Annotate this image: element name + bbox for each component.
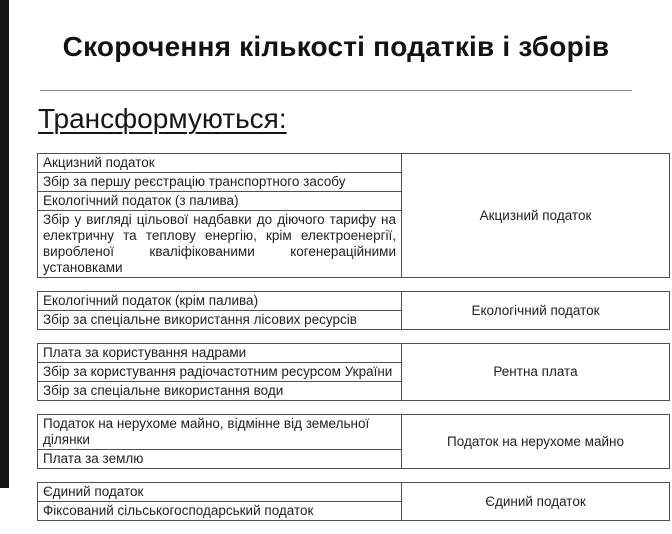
merged-tax-cell: Фіксований сільськогосподарський податок: [38, 502, 402, 521]
tables-region: [37, 153, 647, 534]
merged-tax-cell: Збір за першу реєстрацію транспортного засобу: [38, 173, 402, 192]
tax-table-1: [37, 153, 670, 278]
table-row: [38, 483, 670, 502]
table-row: [38, 344, 670, 363]
merged-tax-cell: Збір за користування радіочастотним ресурсом України: [38, 363, 402, 382]
merged-tax-cell: Акцизний податок: [38, 154, 402, 173]
merged-tax-cell: Плата за землю: [38, 450, 402, 469]
tax-table-4: [37, 414, 670, 469]
section-heading: Трансформуються:: [38, 103, 287, 134]
merged-tax-cell: Збір за спеціальне використання лісових ресурсів: [38, 311, 402, 330]
table-row: [38, 154, 670, 173]
result-tax-cell: Акцизний податок: [402, 154, 670, 278]
result-tax-cell: Екологічний податок: [402, 292, 670, 330]
tax-table-2: [37, 291, 670, 330]
merged-tax-cell: Єдиний податок: [38, 483, 402, 502]
merged-tax-cell: Екологічний податок (крім палива): [38, 292, 402, 311]
merged-tax-cell: Збір за спеціальне використання води: [38, 382, 402, 401]
result-tax-cell: Єдиний податок: [402, 483, 670, 521]
page-title: Скорочення кількості податків і зборів: [62, 31, 610, 62]
tax-table-3: [37, 343, 670, 401]
result-tax-cell: Рентна плата: [402, 344, 670, 401]
merged-tax-cell: Збір у вигляді цільової надбавки до діючого тарифу на електричну та теплову енергію, крім електроенергії, виробленої кваліфікованими когенераційними установками: [38, 211, 402, 278]
left-edge-bar: [0, 0, 9, 488]
result-tax-cell: Податок на нерухоме майно: [402, 415, 670, 469]
merged-tax-cell: Екологічний податок (з палива): [38, 192, 402, 211]
table-row: [38, 292, 670, 311]
merged-tax-cell: Податок на нерухоме майно, відмінне від земельної ділянки: [38, 415, 402, 450]
table-row: [38, 415, 670, 450]
merged-tax-cell: Плата за користування надрами: [38, 344, 402, 363]
